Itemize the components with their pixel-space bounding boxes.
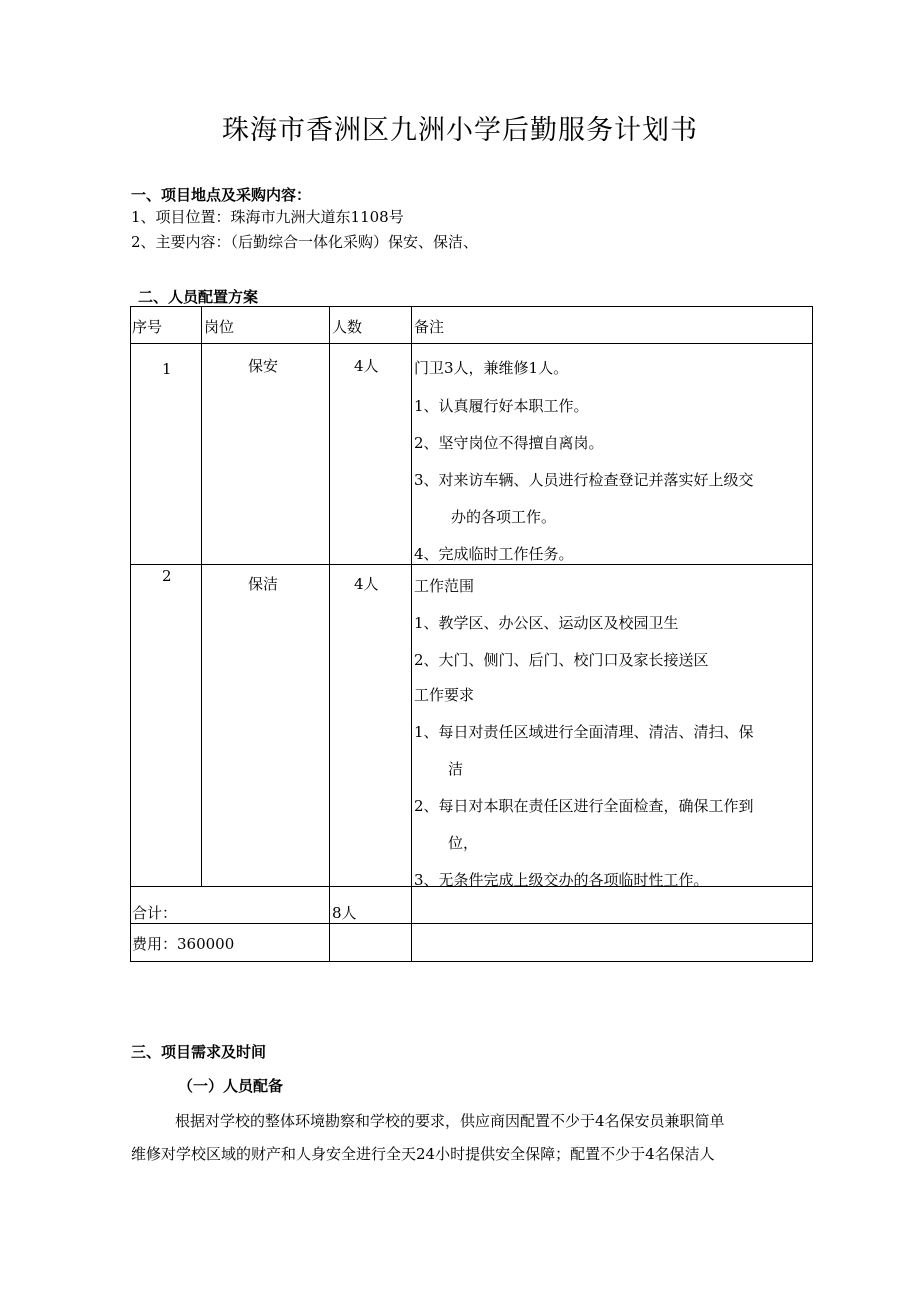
row2-note-line: 3、无条件完成上级交办的各项临时性工作。 (414, 871, 709, 889)
header-notes: 备注 (414, 318, 445, 336)
section3-paragraph-line: 根据对学校的整体环境勘察和学校的要求，供应商因配置不少于4名保安员兼职简单 (175, 1112, 725, 1130)
header-no: 序号 (132, 318, 163, 336)
section1-heading: 一、项目地点及采购内容： (131, 186, 312, 204)
fee-value: 费用：360000 (132, 935, 235, 953)
table-col-divider-3 (411, 306, 412, 961)
table-col-divider-2 (329, 306, 330, 961)
row2-note-line: 洁 (448, 760, 464, 778)
row2-note-line: 2、每日对本职在责任区进行全面检查，确保工作到 (414, 797, 754, 815)
section3-subheading: （一）人员配备 (178, 1077, 284, 1095)
section3-heading: 三、项目需求及时间 (131, 1043, 267, 1061)
row1-post: 保安 (248, 357, 279, 375)
table-col-divider-1 (201, 306, 202, 886)
table-border-left (130, 306, 131, 961)
row1-count: 4人 (354, 357, 379, 375)
row2-note-line: 1、每日对责任区域进行全面清理、清洁、清扫、保 (414, 723, 754, 741)
row1-note-line: 1、认真履行好本职工作。 (414, 397, 589, 415)
row2-count: 4人 (354, 575, 379, 593)
table-header-divider (130, 343, 813, 344)
table-border-bottom (130, 961, 813, 962)
row1-note-line: 3、对来访车辆、人员进行检查登记并落实好上级交 (414, 471, 754, 489)
total-count: 8人 (332, 904, 357, 922)
table-border-right (812, 306, 813, 961)
row1-note-line: 4、完成临时工作任务。 (414, 545, 574, 563)
row2-note-line: 工作范围 (414, 577, 475, 595)
header-count: 人数 (332, 318, 363, 336)
row2-note-line: 位， (448, 834, 479, 852)
page-title: 珠海市香洲区九洲小学后勤服务计划书 (222, 115, 698, 146)
row1-note-line: 办的各项工作。 (451, 508, 557, 526)
row1-note-line: 门卫3人，兼维修1人。 (414, 359, 569, 377)
project-location-line: 1、项目位置：珠海市九洲大道东1108号 (131, 208, 404, 226)
row2-note-line: 工作要求 (414, 686, 475, 704)
section2-heading: 二、人员配置方案 (138, 288, 259, 306)
section3-paragraph-line: 维修对学校区域的财产和人身安全进行全天24小时提供安全保障；配置不少于4名保洁人 (131, 1145, 715, 1163)
row2-note-line: 2、大门、侧门、后门、校门口及家长接送区 (414, 651, 709, 669)
row2-post: 保洁 (248, 575, 279, 593)
table-row-divider (130, 564, 813, 565)
row2-note-line: 1、教学区、办公区、运动区及校园卫生 (414, 614, 679, 632)
row1-no: 1 (162, 360, 172, 378)
table-fee-divider (130, 923, 813, 924)
table-border-top (130, 306, 813, 307)
main-content-line: 2、主要内容：（后勤综合一体化采购）保安、保洁、 (131, 233, 479, 251)
header-post: 岗位 (204, 318, 235, 336)
row2-no: 2 (162, 567, 172, 585)
total-label: 合计： (132, 904, 178, 922)
row1-note-line: 2、坚守岗位不得擅自离岗。 (414, 434, 604, 452)
